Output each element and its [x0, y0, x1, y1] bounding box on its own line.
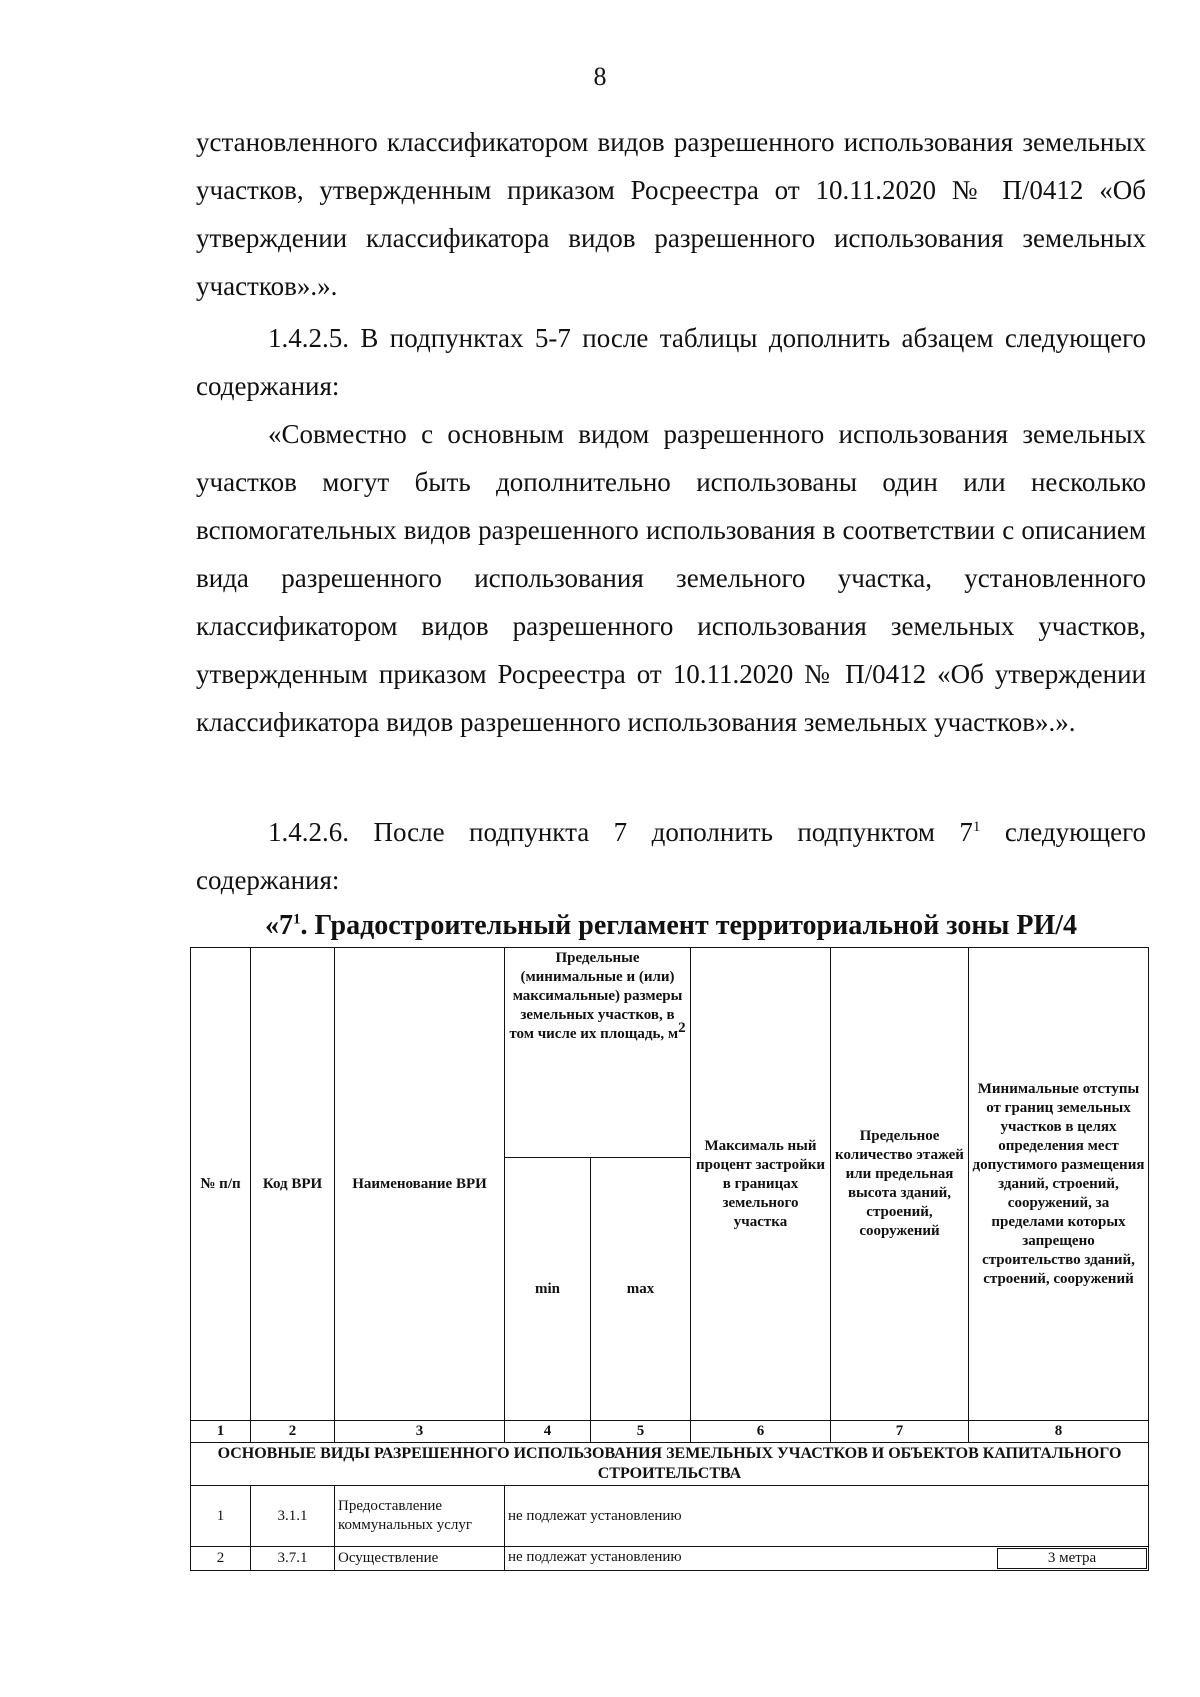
- section-title: ОСНОВНЫЕ ВИДЫ РАЗРЕШЕННОГО ИСПОЛЬЗОВАНИЯ ЗЕМЕЛЬНЫХ УЧАСТКОВ И ОБЪЕКТОВ КАПИТАЛЬНОГО СТРОИТЕЛЬСТВА: [191, 1443, 1149, 1486]
- column-number: 4: [505, 1421, 591, 1443]
- row-code: 3.1.1: [251, 1486, 335, 1547]
- table-title-prefix: «7: [264, 910, 293, 941]
- paragraph-2: 1.4.2.5. В подпунктах 5-7 после таблицы дополнить абзацем следующего содержания:: [196, 323, 1146, 401]
- regulation-table: [190, 947, 1149, 1571]
- column-number: 1: [191, 1421, 251, 1443]
- column-number: 2: [251, 1421, 335, 1443]
- table-title-superscript: 1: [292, 911, 301, 928]
- row-name: Осуществление: [335, 1547, 505, 1571]
- paragraph-4-start: 1.4.2.6. После подпункта 7 дополнить подпунктом 7: [268, 817, 973, 847]
- row-setback: 3 метра: [997, 1548, 1147, 1569]
- section-row: [191, 1443, 1149, 1486]
- column-number: 6: [691, 1421, 831, 1443]
- paragraph-4-superscript: 1: [972, 819, 981, 835]
- column-number-row: [191, 1421, 1149, 1443]
- column-number: 8: [969, 1421, 1149, 1443]
- column-number: 5: [591, 1421, 691, 1443]
- row-value: не подлежат установлению: [508, 1549, 682, 1565]
- header-setbacks: Минимальные отступы от границ земельных участков в целях определения мест допустимого размещения зданий, строений, сооружений, за пределами которых запрещено строительство зданий, строений, сооружений: [969, 948, 1149, 1421]
- table-title: [196, 910, 1146, 942]
- header-floors: Предельное количество этажей или предельная высота зданий, строений, сооружений: [831, 948, 969, 1421]
- paragraph-4-end: следующего содержания:: [196, 817, 1146, 895]
- header-sizes-superscript: 2: [678, 1020, 686, 1036]
- paragraph-1: установленного классификатором видов разрешенного использования земельных участков, утвержденным приказом Росреестра от 10.11.2020 № П/0412 «Об утверждении классификатора видов разрешенного использования земельных участков».».: [196, 127, 1146, 301]
- header-number: № п/п: [191, 948, 251, 1421]
- column-number: 7: [831, 1421, 969, 1443]
- paragraph-4: [196, 808, 1146, 904]
- header-sizes-text: Предельные (минимальные и (или) максимальные) размеры земельных участков, в том числе их площадь, м: [509, 950, 683, 1042]
- header-name: Наименование ВРИ: [335, 948, 505, 1421]
- header-percent: Максималь ный процент застройки в границах земельного участка: [691, 948, 831, 1421]
- row-number: 1: [191, 1486, 251, 1547]
- header-min: min: [505, 1158, 591, 1421]
- row-value-cell: [505, 1547, 1149, 1571]
- row-number: 2: [191, 1547, 251, 1571]
- column-number: 3: [335, 1421, 505, 1443]
- table-title-text: . Градостроительный регламент территориальной зоны РИ/4: [300, 910, 1078, 941]
- row-code: 3.7.1: [251, 1547, 335, 1571]
- header-max: max: [591, 1158, 691, 1421]
- page-number: 8: [593, 62, 607, 91]
- header-code: Код ВРИ: [251, 948, 335, 1421]
- header-sizes: [505, 948, 691, 1158]
- row-name: Предоставление коммунальных услуг: [335, 1486, 505, 1547]
- row-value: не подлежат установлению: [505, 1486, 1149, 1547]
- table-row: [191, 1486, 1149, 1547]
- table-row: [191, 1547, 1149, 1571]
- paragraph-3: «Совместно с основным видом разрешенного использования земельных участков могут быть дополнительно использованы один или несколько вспомогательных видов разрешенного использования в соответствии с описанием вида разрешенного использования земельного участка, установленного классификатором видов разрешенного использования земельных участков, утвержденным приказом Росреестра от 10.11.2020 № П/0412 «Об утверждении классификатора видов разрешенного использования земельных участков».».: [196, 419, 1146, 737]
